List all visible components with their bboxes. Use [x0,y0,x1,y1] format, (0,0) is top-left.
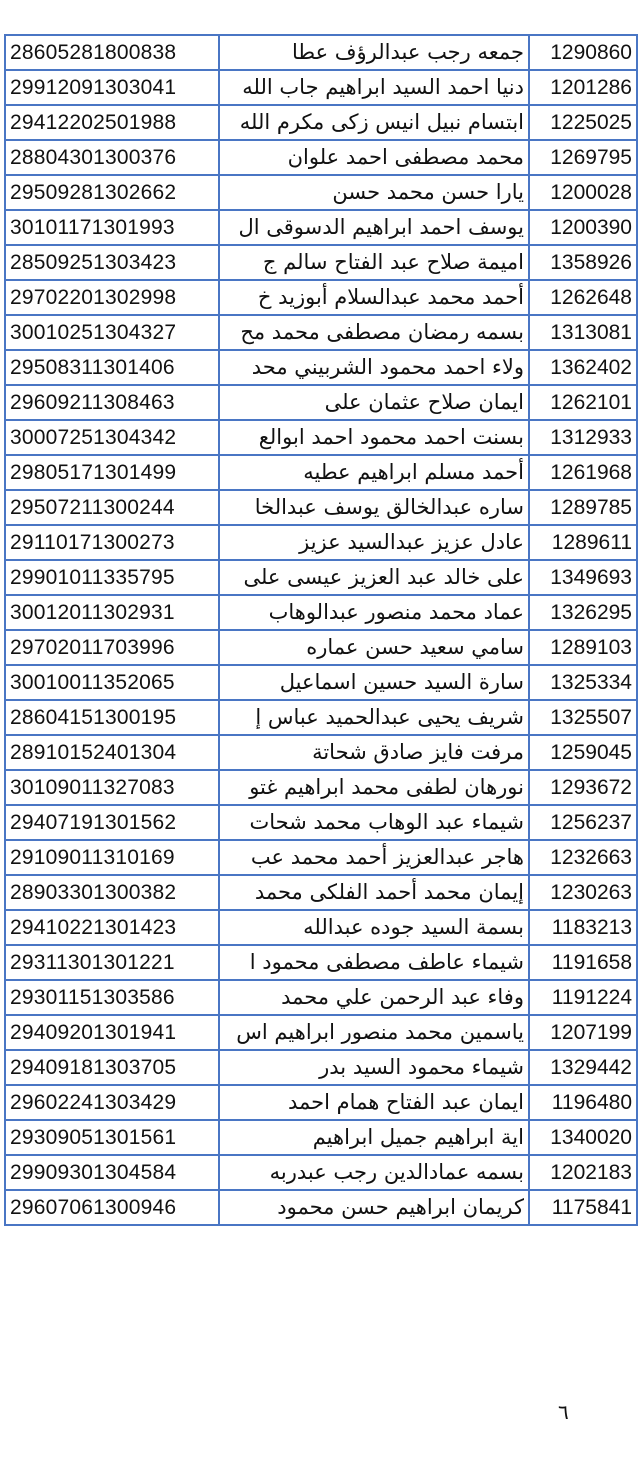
code-cell: 1312933 [529,420,637,455]
table-row [5,525,637,560]
code-cell: 1340020 [529,1120,637,1155]
name-cell: عادل عزيز عبدالسيد عزيز [219,525,529,560]
code-cell: 1256237 [529,805,637,840]
national-id-cell: 29805171301499 [5,455,219,490]
national-id-cell: 29912091303041 [5,70,219,105]
code-cell: 1261968 [529,455,637,490]
name-cell: محمد مصطفى احمد علوان [219,140,529,175]
table-row [5,980,637,1015]
name-cell: إيمان محمد أحمد الفلكى محمد [219,875,529,910]
name-cell: ساره عبدالخالق يوسف عبدالخا [219,490,529,525]
table-row [5,455,637,490]
table-row [5,315,637,350]
national-id-cell: 29609211308463 [5,385,219,420]
national-id-cell: 29507211300244 [5,490,219,525]
national-id-cell: 29508311301406 [5,350,219,385]
table-row [5,1015,637,1050]
national-id-cell: 29702011703996 [5,630,219,665]
table-row [5,1155,637,1190]
code-cell: 1191658 [529,945,637,980]
name-cell: بسمه عمادالدين رجب عبدربه [219,1155,529,1190]
name-cell: بسمه رمضان مصطفى محمد مح [219,315,529,350]
national-id-cell: 29909301304584 [5,1155,219,1190]
table-row [5,210,637,245]
table-row [5,840,637,875]
name-cell: ايمان عبد الفتاح همام احمد [219,1085,529,1120]
national-id-cell: 29702201302998 [5,280,219,315]
code-cell: 1325334 [529,665,637,700]
table-row [5,105,637,140]
name-cell: شيماء عبد الوهاب محمد شحات [219,805,529,840]
name-cell: عماد محمد منصور عبدالوهاب [219,595,529,630]
table-row [5,245,637,280]
code-cell: 1201286 [529,70,637,105]
code-cell: 1175841 [529,1190,637,1225]
table-row [5,630,637,665]
national-id-cell: 28605281800838 [5,35,219,70]
code-cell: 1290860 [529,35,637,70]
national-id-cell: 29409201301941 [5,1015,219,1050]
name-cell: يارا حسن محمد حسن [219,175,529,210]
table-row [5,175,637,210]
national-id-cell: 30101171301993 [5,210,219,245]
code-cell: 1225025 [529,105,637,140]
table-row [5,910,637,945]
name-cell: يوسف احمد ابراهيم الدسوقى ال [219,210,529,245]
name-cell: على خالد عبد العزيز عيسى على [219,560,529,595]
national-id-cell: 28509251303423 [5,245,219,280]
table-row [5,140,637,175]
table-row [5,560,637,595]
code-cell: 1207199 [529,1015,637,1050]
code-cell: 1358926 [529,245,637,280]
table-row [5,1190,637,1225]
roster-body [5,35,637,1225]
national-id-cell: 28804301300376 [5,140,219,175]
national-id-cell: 29901011335795 [5,560,219,595]
code-cell: 1269795 [529,140,637,175]
page-number: ٦ [558,1400,569,1424]
table-row [5,805,637,840]
code-cell: 1196480 [529,1085,637,1120]
table-row [5,490,637,525]
code-cell: 1325507 [529,700,637,735]
national-id-cell: 29410221301423 [5,910,219,945]
table-row [5,700,637,735]
table-row [5,350,637,385]
table-row [5,1050,637,1085]
code-cell: 1289103 [529,630,637,665]
code-cell: 1200028 [529,175,637,210]
table-row [5,385,637,420]
name-cell: وفاء عبد الرحمن علي محمد [219,980,529,1015]
national-id-cell: 29109011310169 [5,840,219,875]
name-cell: أحمد مسلم ابراهيم عطيه [219,455,529,490]
name-cell: دنيا احمد السيد ابراهيم جاب الله [219,70,529,105]
national-id-cell: 29409181303705 [5,1050,219,1085]
name-cell: سامي سعيد حسن عماره [219,630,529,665]
name-cell: هاجر عبدالعزيز أحمد محمد عب [219,840,529,875]
table-row [5,35,637,70]
table-row [5,70,637,105]
code-cell: 1289611 [529,525,637,560]
table-row [5,420,637,455]
code-cell: 1191224 [529,980,637,1015]
code-cell: 1293672 [529,770,637,805]
table-row [5,735,637,770]
national-id-cell: 29311301301221 [5,945,219,980]
name-cell: بسنت احمد محمود احمد ابوالع [219,420,529,455]
name-cell: مرفت فايز صادق شحاتة [219,735,529,770]
name-cell: ايمان صلاح عثمان على [219,385,529,420]
name-cell: ولاء احمد محمود الشربيني محد [219,350,529,385]
national-id-cell: 28604151300195 [5,700,219,735]
national-id-cell: 28903301300382 [5,875,219,910]
national-id-cell: 28910152401304 [5,735,219,770]
code-cell: 1202183 [529,1155,637,1190]
name-cell: اميمة صلاح عبد الفتاح سالم ج [219,245,529,280]
national-id-cell: 30010251304327 [5,315,219,350]
code-cell: 1289785 [529,490,637,525]
name-cell: كريمان ابراهيم حسن محمود [219,1190,529,1225]
roster-table [4,34,638,1226]
table-row [5,1120,637,1155]
table-row [5,595,637,630]
name-cell: بسمة السيد جوده عبدالله [219,910,529,945]
code-cell: 1262101 [529,385,637,420]
table-row [5,1085,637,1120]
table-row [5,945,637,980]
name-cell: نورهان لطفى محمد ابراهيم غتو [219,770,529,805]
national-id-cell: 30012011302931 [5,595,219,630]
code-cell: 1362402 [529,350,637,385]
code-cell: 1230263 [529,875,637,910]
code-cell: 1259045 [529,735,637,770]
code-cell: 1232663 [529,840,637,875]
national-id-cell: 29309051301561 [5,1120,219,1155]
code-cell: 1329442 [529,1050,637,1085]
national-id-cell: 29607061300946 [5,1190,219,1225]
national-id-cell: 29602241303429 [5,1085,219,1120]
name-cell: ابتسام نبيل انيس زكى مكرم الله [219,105,529,140]
table-row [5,875,637,910]
name-cell: شيماء عاطف مصطفى محمود ا [219,945,529,980]
code-cell: 1183213 [529,910,637,945]
national-id-cell: 29407191301562 [5,805,219,840]
code-cell: 1349693 [529,560,637,595]
national-id-cell: 30109011327083 [5,770,219,805]
national-id-cell: 29110171300273 [5,525,219,560]
national-id-cell: 30007251304342 [5,420,219,455]
name-cell: أحمد محمد عبدالسلام أبوزيد خ [219,280,529,315]
national-id-cell: 29301151303586 [5,980,219,1015]
table-row [5,770,637,805]
code-cell: 1200390 [529,210,637,245]
national-id-cell: 29412202501988 [5,105,219,140]
national-id-cell: 29509281302662 [5,175,219,210]
table-row [5,665,637,700]
name-cell: ياسمين محمد منصور ابراهيم اس [219,1015,529,1050]
code-cell: 1262648 [529,280,637,315]
code-cell: 1326295 [529,595,637,630]
name-cell: شيماء محمود السيد بدر [219,1050,529,1085]
national-id-cell: 30010011352065 [5,665,219,700]
name-cell: اية ابراهيم جميل ابراهيم [219,1120,529,1155]
name-cell: شريف يحيى عبدالحميد عباس إ [219,700,529,735]
name-cell: جمعه رجب عبدالرؤف عطا [219,35,529,70]
table-row [5,280,637,315]
code-cell: 1313081 [529,315,637,350]
name-cell: سارة السيد حسين اسماعيل [219,665,529,700]
